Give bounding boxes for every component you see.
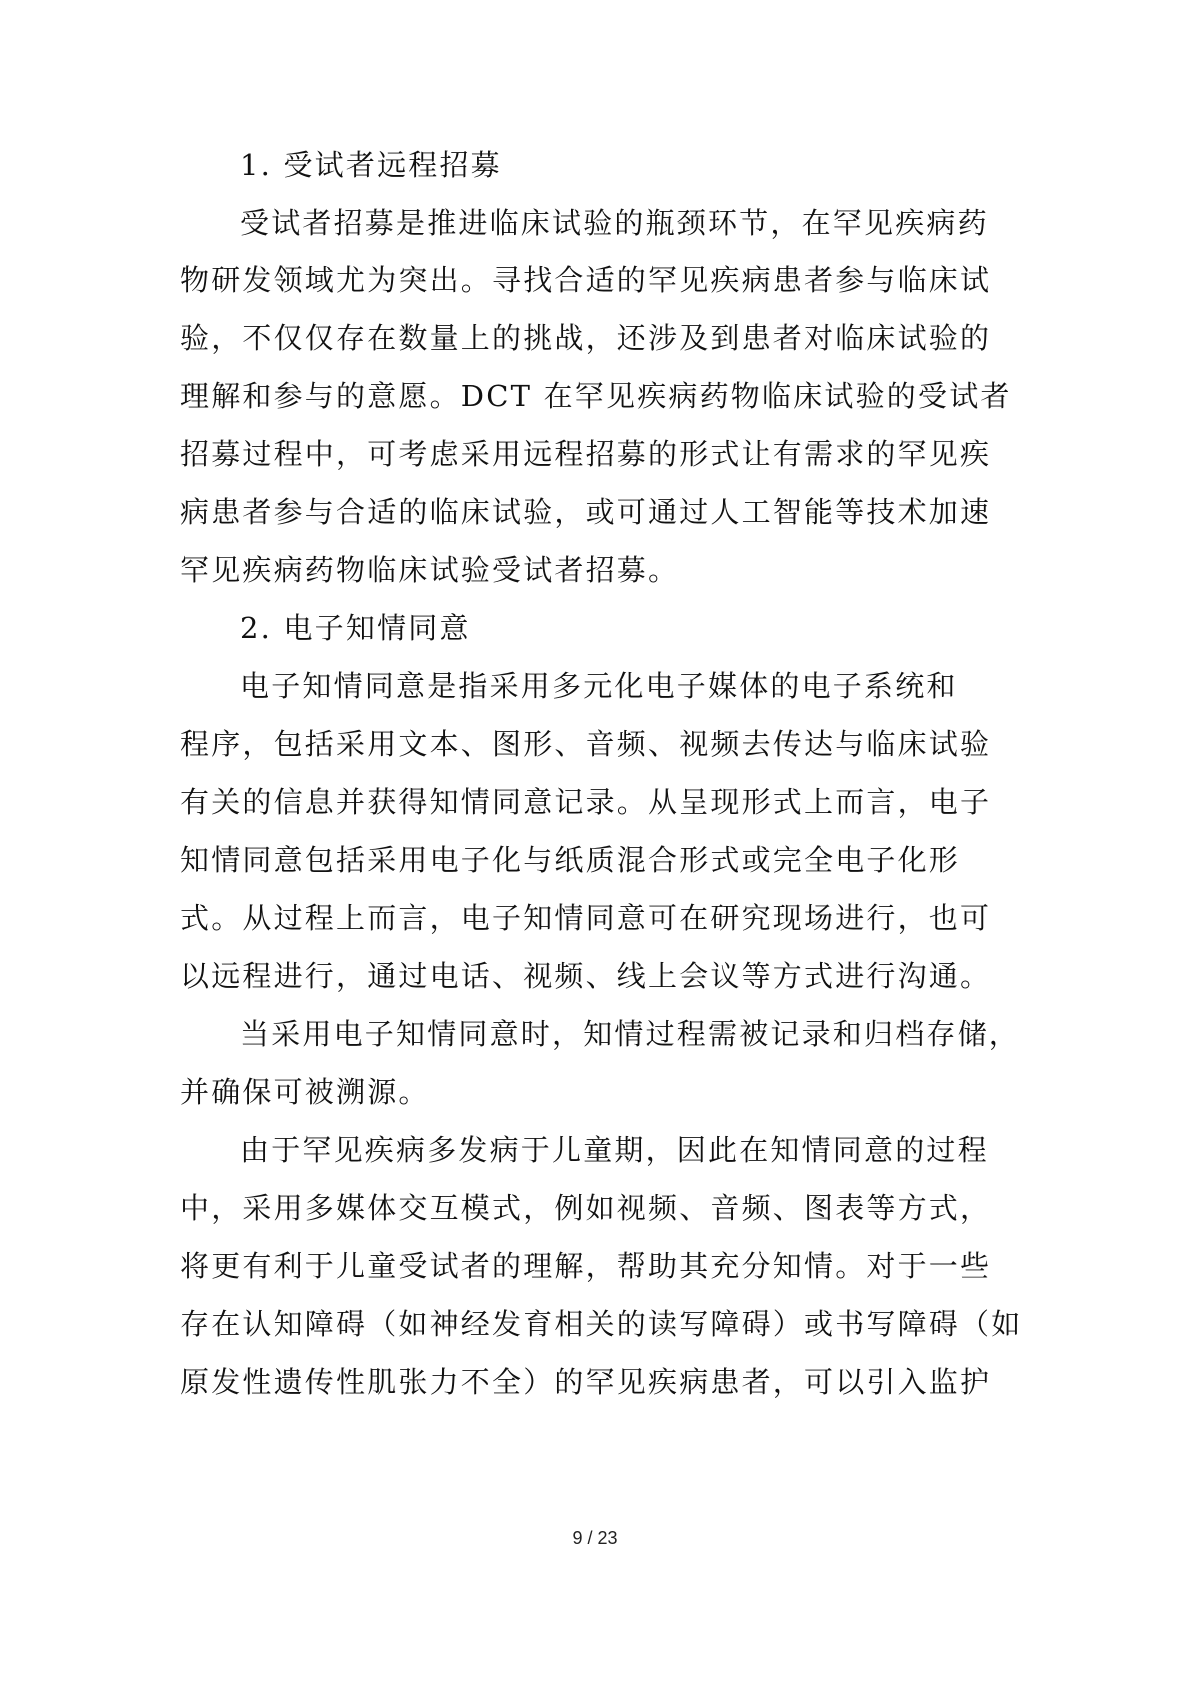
section-heading: 1. 受试者远程招募 <box>240 148 502 182</box>
paragraph-line: 受试者招募是推进临床试验的瓶颈环节，在罕见疾病药 <box>240 206 989 240</box>
paragraph-line: 罕见疾病药物临床试验受试者招募。 <box>180 553 680 587</box>
page-number: 9 / 23 <box>572 1528 618 1548</box>
paragraph-line: 由于罕见疾病多发病于儿童期，因此在知情同意的过程 <box>240 1133 989 1167</box>
paragraph-line: 有关的信息并获得知情同意记录。从呈现形式上而言，电子 <box>180 785 992 819</box>
paragraph-line: 程序，包括采用文本、图形、音频、视频去传达与临床试验 <box>180 727 992 761</box>
paragraph-line: 原发性遗传性肌张力不全）的罕见疾病患者，可以引入监护 <box>180 1365 992 1399</box>
paragraph-line: 并确保可被溯源。 <box>180 1075 430 1109</box>
paragraph-line: 招募过程中，可考虑采用远程招募的形式让有需求的罕见疾 <box>180 437 992 471</box>
paragraph-line: 知情同意包括采用电子化与纸质混合形式或完全电子化形 <box>180 843 961 877</box>
paragraph-line: 式。从过程上而言，电子知情同意可在研究现场进行，也可 <box>180 901 992 935</box>
paragraph-line: 物研发领域尤为突出。寻找合适的罕见疾病患者参与临床试 <box>180 263 992 297</box>
paragraph-line: 理解和参与的意愿。DCT 在罕见疾病药物临床试验的受试者 <box>180 379 1012 413</box>
paragraph-line: 验，不仅仅存在数量上的挑战，还涉及到患者对临床试验的 <box>180 321 992 355</box>
paragraph-line: 当采用电子知情同意时，知情过程需被记录和归档存储， <box>240 1017 1021 1051</box>
paragraph-line: 以远程进行，通过电话、视频、线上会议等方式进行沟通。 <box>180 959 992 993</box>
paragraph-line: 存在认知障碍（如神经发育相关的读写障碍）或书写障碍（如 <box>180 1307 1023 1341</box>
paragraph-line: 将更有利于儿童受试者的理解，帮助其充分知情。对于一些 <box>180 1249 992 1283</box>
paragraph-line: 病患者参与合适的临床试验，或可通过人工智能等技术加速 <box>180 495 992 529</box>
paragraph-line: 中，采用多媒体交互模式，例如视频、音频、图表等方式， <box>180 1191 992 1225</box>
section-heading: 2. 电子知情同意 <box>240 611 471 645</box>
paragraph-line: 电子知情同意是指采用多元化电子媒体的电子系统和 <box>240 669 958 703</box>
